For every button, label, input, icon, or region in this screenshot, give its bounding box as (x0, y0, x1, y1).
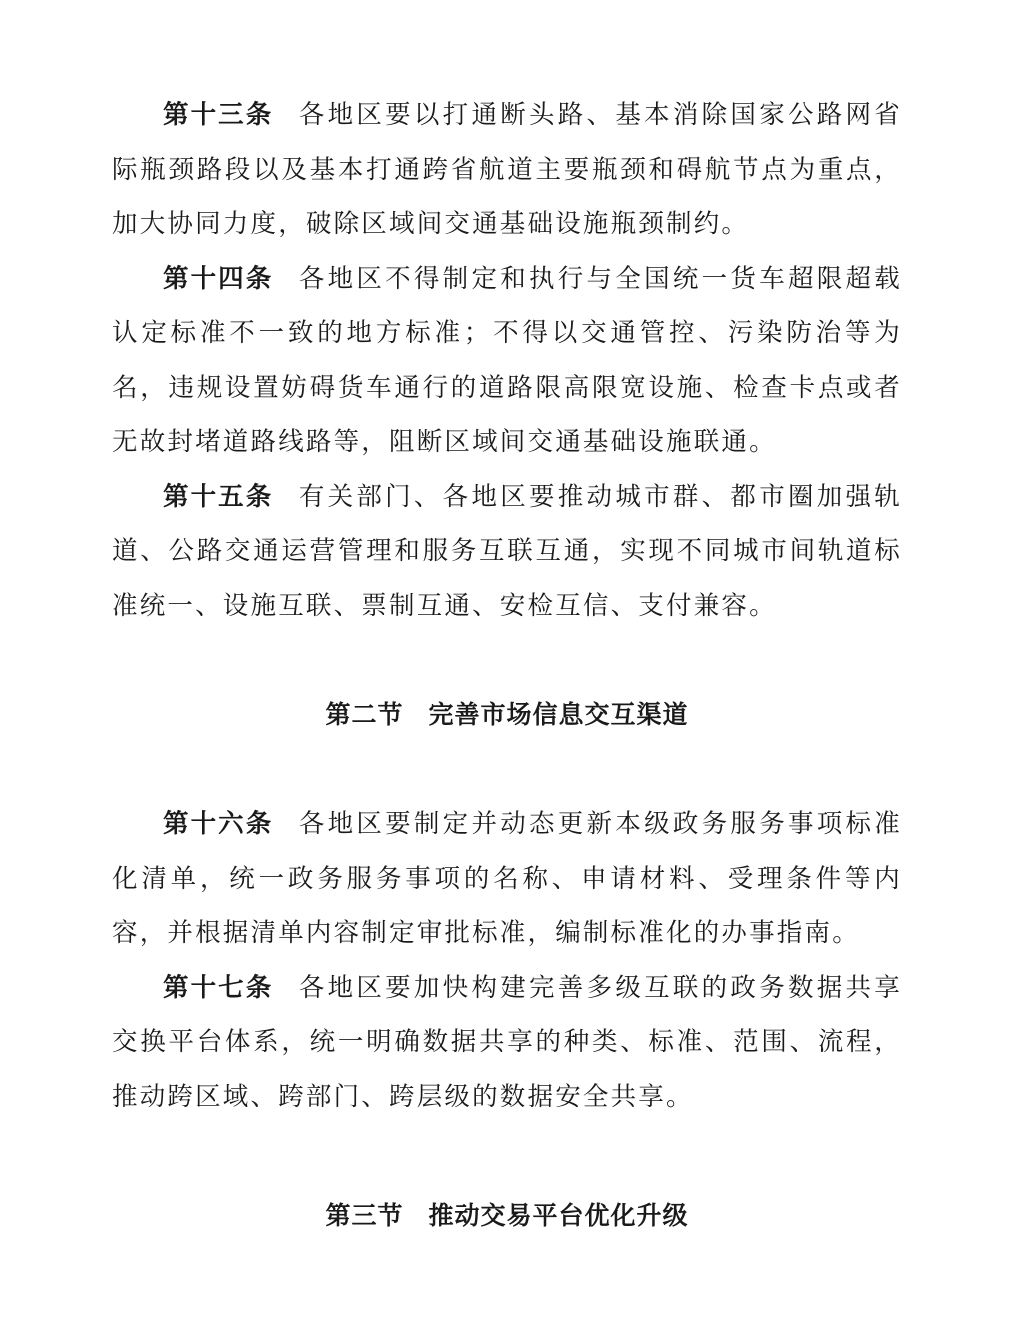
article-number: 第十三条 (163, 100, 274, 130)
document-page (112, 88, 902, 1236)
article-number: 第十七条 (163, 972, 274, 1003)
article-text: 各地区要制定并动态更新本级政务服务事项标准化清单，统一政务服务事项的名称、申请材料、受理条件等内容，并根据清单内容制定审批标准，编制标准化的办事指南。 (112, 809, 902, 948)
section-heading-2 (112, 695, 902, 735)
section-number: 第三节 (325, 1201, 404, 1230)
article-number: 第十四条 (163, 263, 274, 294)
article-14 (112, 252, 902, 470)
article-text: 各地区要加快构建完善多级互联的政务数据共享交换平台体系，统一明确数据共享的种类、标准、范围、流程，推动跨区域、跨部门、跨层级的数据安全共享。 (112, 972, 902, 1112)
article-number: 第十五条 (163, 481, 274, 512)
section-number: 第二节 (325, 700, 404, 729)
article-15 (112, 470, 902, 634)
article-17 (112, 961, 902, 1125)
article-text: 各地区要以打通断头路、基本消除国家公路网省际瓶颈路段以及基本打通跨省航道主要瓶颈和碍航节点为重点，加大协同力度，破除区域间交通基础设施瓶颈制约。 (112, 100, 902, 239)
article-text: 有关部门、各地区要推动城市群、都市圈加强轨道、公路交通运营管理和服务互联互通，实现不同城市间轨道标准统一、设施互联、票制互通、安检互信、支付兼容。 (112, 481, 902, 621)
section-title: 完善市场信息交互渠道 (428, 700, 689, 729)
article-text: 各地区不得制定和执行与全国统一货车超限超载认定标准不一致的地方标准；不得以交通管控、污染防治等为名，违规设置妨碍货车通行的道路限高限宽设施、检查卡点或者无故封堵道路线路等，阻断区域间交通基础设施联通。 (112, 263, 902, 457)
article-16 (112, 797, 902, 961)
article-13 (112, 88, 902, 252)
section-heading-3 (112, 1196, 902, 1236)
article-number: 第十六条 (163, 809, 274, 839)
section-title: 推动交易平台优化升级 (428, 1201, 689, 1230)
